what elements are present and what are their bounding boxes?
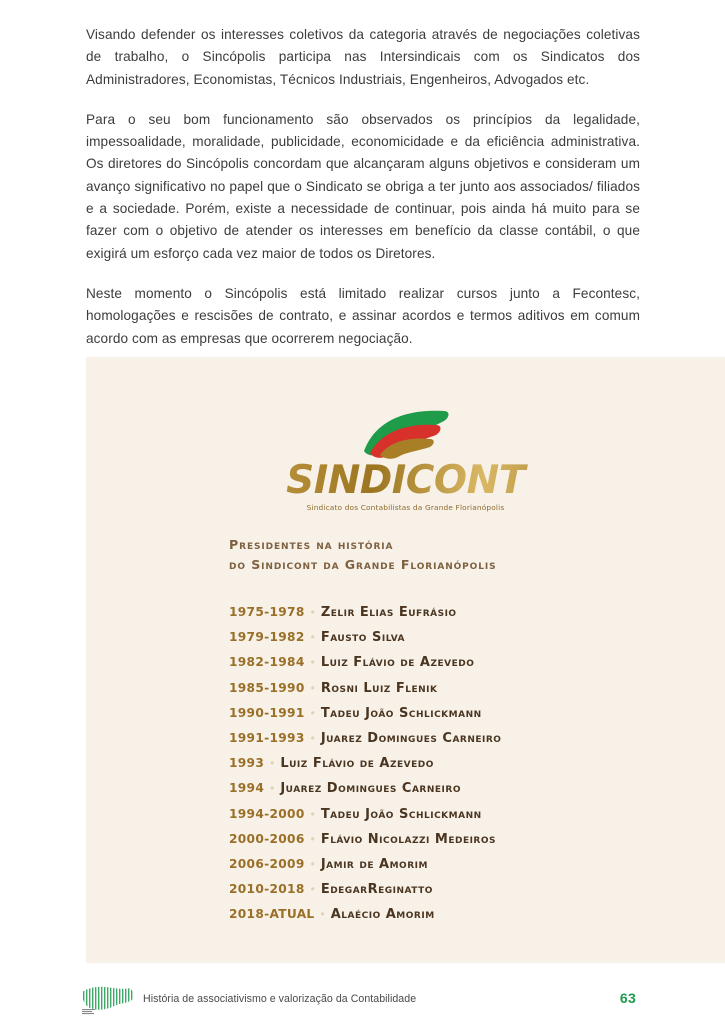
paragraph-2: Para o seu bom funcionamento são observados os princípios da legalidade, impessoalidade, moralidade, publicidade, economicidade e da eficiência administrativa. Os diretores do Sincópolis concordam que alcançaram alguns objetivos e consideram um avanço significativo no papel que o Sindicato se obriga a ter junto aos associados/ filiados e a sociedade. Porém, existe a necessidade de continuar, pois ainda há muito para se fazer com o objetivo de atender os interesses em benefício da classe contábil, o que exigirá um esforço cada vez maior de todos os Diretores. — [86, 111, 640, 261]
president-name: Zelir Elias Eufrásio — [320, 605, 457, 620]
president-name: Fausto Silva — [320, 630, 406, 646]
president-years: 1991-1993 — [229, 730, 305, 745]
separator-dot-icon: • — [310, 806, 315, 821]
page-footer — [0, 975, 725, 1024]
president-name: Tadeu João Schlickmann — [320, 806, 482, 822]
separator-dot-icon: • — [270, 781, 275, 796]
panel-heading-line2: do Sindicont da Grande Florianópolis — [229, 557, 497, 572]
list-item — [229, 655, 699, 680]
list-item — [229, 832, 699, 857]
president-name: Rosni Luiz Flenik — [320, 680, 438, 696]
president-years: 1979-1982 — [229, 630, 305, 645]
list-item — [229, 857, 699, 882]
panel-heading — [229, 535, 496, 575]
list-item — [229, 807, 699, 832]
president-years: 2000-2006 — [229, 831, 305, 846]
president-years: 1990-1991 — [229, 705, 305, 720]
footer-caption: História de associativismo e valorização da Contabilidade — [143, 993, 417, 1005]
president-name: Flávio Nicolazzi Medeiros — [320, 831, 496, 847]
separator-dot-icon: • — [310, 655, 315, 670]
list-item — [229, 605, 699, 630]
president-years: 1994 — [229, 781, 265, 796]
separator-dot-icon: • — [310, 856, 315, 871]
president-name: Jamir de Amorim — [320, 856, 428, 872]
president-name: EdegarReginatto — [320, 882, 433, 898]
list-item — [229, 907, 699, 932]
president-years: 1982-1984 — [229, 655, 305, 670]
separator-dot-icon: • — [310, 730, 315, 745]
separator-dot-icon: • — [310, 605, 315, 619]
list-item — [229, 882, 699, 907]
president-name: Tadeu João Schlickmann — [320, 705, 482, 721]
president-name: Juarez Domingues Carneiro — [320, 730, 502, 746]
sindicont-flame-icon — [346, 407, 466, 459]
president-years: 1993 — [229, 756, 265, 771]
list-item — [229, 681, 699, 706]
separator-dot-icon: • — [270, 756, 275, 771]
article-body — [86, 24, 640, 350]
paragraph-3: Neste momento o Sincópolis está limitado realizar cursos junto a Fecontesc, homologações e rescisões de contrato, e assinar acordos e termos aditivos em comum acordo com as empresas que ocorrerem negociação. — [86, 285, 640, 346]
sindicont-tagline: Sindicato dos Contabilistas da Grande Florianópolis — [306, 503, 505, 512]
paragraph-1: Visando defender os interesses coletivos da categoria através de negociações coletivas de trabalho, o Sincópolis participa nas Intersindicais com os Sindicatos dos Administradores, Economistas, Técnicos Industriais, Engenheiros, Advogados etc. — [86, 27, 640, 87]
panel-heading-line1: Presidentes na história — [229, 537, 394, 552]
list-item — [229, 731, 699, 756]
separator-dot-icon: • — [320, 907, 325, 922]
sindicont-logo — [86, 407, 725, 512]
separator-dot-icon: • — [310, 705, 315, 720]
presidents-list — [229, 605, 699, 932]
separator-dot-icon: • — [310, 680, 315, 695]
president-years: 2018-ATUAL — [229, 907, 315, 922]
president-name: Luiz Flávio de Azevedo — [280, 756, 434, 772]
sindicont-wordmark: SINDICONT — [86, 461, 725, 502]
president-name: Juarez Domingues Carneiro — [280, 781, 461, 797]
presidents-panel — [86, 357, 725, 963]
president-name: Alaécio Amorim — [330, 907, 435, 923]
president-years: 1985-1990 — [229, 680, 305, 695]
separator-dot-icon: • — [310, 630, 315, 645]
list-item — [229, 756, 699, 781]
president-name: Luiz Flávio de Azevedo — [320, 655, 475, 671]
santa-catarina-map-icon — [80, 984, 136, 1016]
separator-dot-icon: • — [310, 882, 315, 897]
separator-dot-icon: • — [310, 831, 315, 846]
president-years: 1975-1978 — [229, 605, 305, 619]
list-item — [229, 630, 699, 655]
president-years: 2010-2018 — [229, 882, 305, 897]
president-years: 1994-2000 — [229, 806, 305, 821]
list-item — [229, 706, 699, 731]
list-item — [229, 781, 699, 806]
president-years: 2006-2009 — [229, 856, 305, 871]
page-number: 63 — [619, 990, 637, 1006]
